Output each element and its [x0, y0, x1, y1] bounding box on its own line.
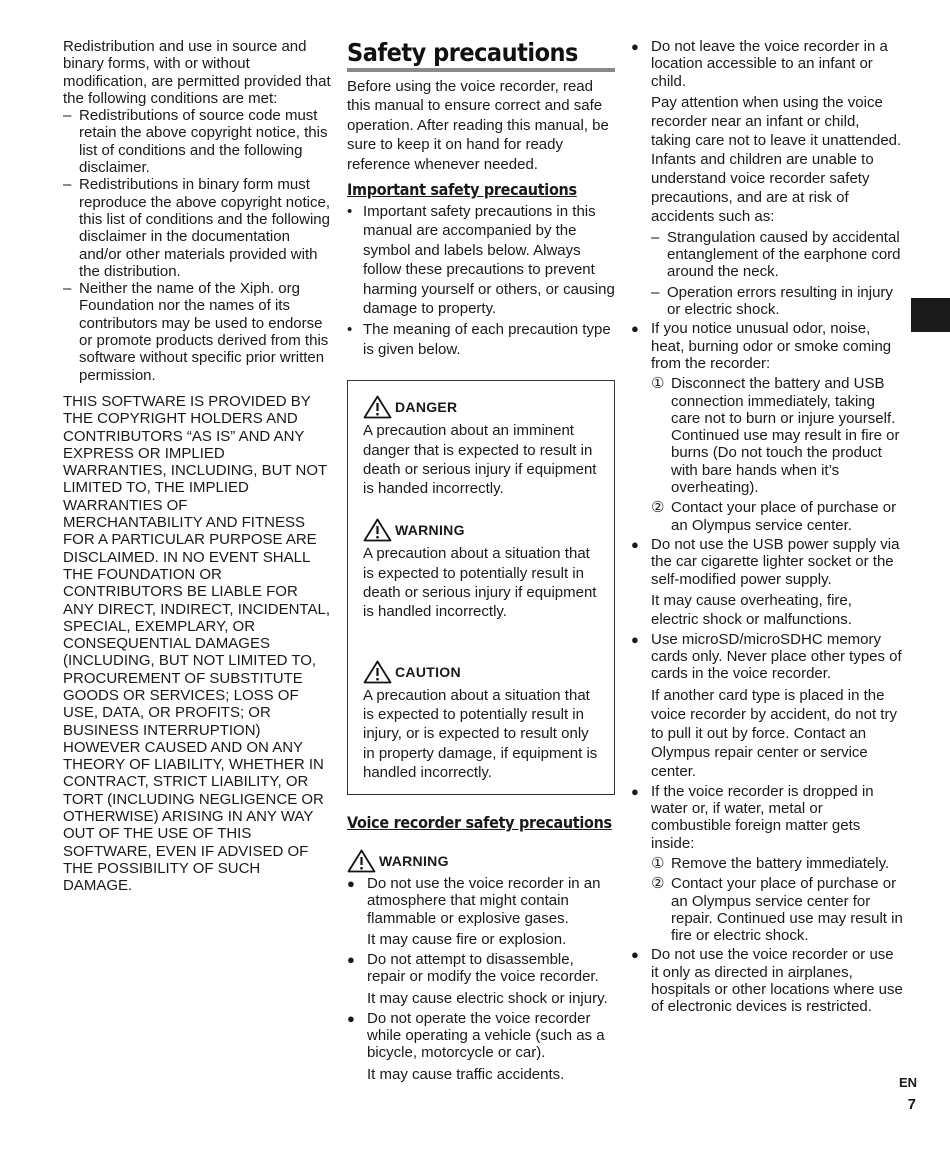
step-number: ① [651, 854, 665, 872]
precautions-list [631, 38, 903, 1016]
warning-triangle-icon [347, 849, 376, 873]
chapter-tab-marker [911, 298, 950, 332]
step-number: ② [651, 875, 665, 893]
important-item: • The meaning of each precaution type is given below. [347, 320, 615, 359]
warning-triangle-icon [363, 395, 392, 419]
warning-text: A precaution about a situation that is expected to potentially result in death or serious injury if equipment is handled incorrectly. [363, 545, 597, 621]
danger-text: A precaution about an imminent danger that is expected to result in death or serious injury if equipment is handed incorrectly. [363, 422, 597, 498]
list-item: ● Do not use the USB power supply via the car cigarette lighter socket or the self-modified power supply. It may cause overheating, fire, electric shock or malfunctions. [631, 536, 903, 629]
list-item: ● Do not leave the voice recorder in a location accessible to an infant or child. Pay attention when using the voice recorder near an infant or child, taking care not to leave it unattended. Infants and children are unable to understand voice recorder safety precautions, and are at risk of accidents such as: – Strangulation caused by accidental entanglement of the earphone cord around the neck. – Operation errors resulting in injury or electric shock. [631, 38, 903, 318]
warning-label: WARNING [395, 522, 465, 539]
caution-label: CAUTION [395, 663, 461, 680]
sub-item: – Operation errors resulting in injury or electric shock. [651, 284, 903, 319]
important-list [347, 202, 615, 359]
recorder-warning-list [347, 875, 615, 1083]
recorder-warning-heading [347, 849, 615, 873]
danger-label: DANGER [395, 399, 458, 416]
recorder-heading: Voice recorder safety precautions [347, 813, 612, 833]
list-item: ● Do not attempt to disassemble, repair or modify the voice recorder. It may cause electric shock or injury. [347, 951, 615, 1008]
page-title: Safety precautions [347, 38, 615, 72]
caution-entry [363, 660, 600, 782]
warning-entry [363, 518, 600, 621]
step-item: ② Contact your place of purchase or an Olympus service center for repair. Continued use may result in fire or electric shock. [651, 875, 903, 945]
important-item: • Important safety precautions in this manual are accompanied by the symbol and labels below. Always follow these precautions to prevent harming yourself or others, or causing damage to property. [347, 202, 615, 318]
license-condition: – Redistributions of source code must retain the above copyright notice, this list of conditions and the following disclaimer. [63, 107, 331, 176]
license-intro: Redistribution and use in source and binary forms, with or without modification, are permitted provided that the following conditions are met: [63, 38, 331, 107]
license-condition: – Redistributions in binary form must reproduce the above copyright notice, this list of conditions and the following disclaimer in the documentation and/or other materials provided with the distribution. [63, 176, 331, 280]
danger-entry [363, 395, 600, 498]
step-item: ② Contact your place of purchase or an Olympus service center. [651, 499, 897, 534]
step-item: ① Disconnect the battery and USB connection immediately, taking care not to burn or injure yourself. Continued use may result in fire or burns (Do not touch the product with bare hands when it’s overheating). [651, 375, 900, 497]
license-condition: – Neither the name of the Xiph. org Foundation nor the names of its contributors may be used to endorse or promote products derived from this software without specific prior written permission. [63, 280, 331, 384]
warning-triangle-icon [363, 518, 392, 542]
step-item: ① Remove the battery immediately. [651, 854, 890, 872]
list-item: ● Use microSD/microSDHC memory cards only. Never place other types of cards in the voice recorder. If another card type is placed in the voice recorder by accident, do not try to pull it out by force. Contact an Olympus repair center or service center. [631, 631, 903, 781]
step-number: ② [651, 499, 665, 517]
list-item: ● Do not use the voice recorder or use it only as directed in airplanes, hospitals or other locations where use of electronic devices is restricted. [631, 946, 903, 1015]
list-item: ● If you notice unusual odor, noise, heat, burning odor or smoke coming from the recorder: ① Disconnect the battery and USB connection immediately, taking care not to burn or injure yourself. Continued use may result in fire or burns (Do not touch the product with bare hands when it’s overheating). ② Contact your place of purchase or an Olympus service center. [631, 320, 903, 534]
step-number: ① [651, 375, 665, 393]
important-heading: Important safety precautions [347, 180, 577, 200]
caution-text: A precaution about a situation that is expected to potentially result in injury, or is expected to result only in property damage, if equipment is handled incorrectly. [363, 686, 598, 781]
license-disclaimer: THIS SOFTWARE IS PROVIDED BY THE COPYRIGHT HOLDERS AND CONTRIBUTORS “AS IS” AND ANY EXPRESS OR IMPLIED WARRANTIES, INCLUDING, BUT NOT LIMITED TO, THE IMPLIED WARRANTIES OF MERCHANTABILITY AND FITNESS FOR A PARTICULAR PURPOSE ARE DISCLAIMED. IN NO EVENT SHALL THE FOUNDATION OR CONTRIBUTORS BE LIABLE FOR ANY DIRECT, INDIRECT, INCIDENTAL, SPECIAL, EXEMPLARY, OR CONSEQUENTIAL DAMAGES (INCLUDING, BUT NOT LIMITED TO, PROCUREMENT OF SUBSTITUTE GOODS OR SERVICES; LOSS OF USE, DATA, OR PROFITS; OR BUSINESS INTERRUPTION) HOWEVER CAUSED AND ON ANY THEORY OF LIABILITY, WHETHER IN CONTRACT, STRICT LIABILITY, OR TORT (INCLUDING NEGLIGENCE OR OTHERWISE) ARISING IN ANY WAY OUT OF THE USE OF THIS SOFTWARE, EVEN IF ADVISED OF THE POSSIBILITY OF SUCH DAMAGE. [63, 392, 330, 895]
list-item: ● Do not use the voice recorder in an atmosphere that might contain flammable or explosive gases. It may cause fire or explosion. [347, 875, 615, 949]
recorder-warning-label: WARNING [379, 853, 449, 870]
page-number: 7 [907, 1096, 916, 1113]
safety-intro: Before using the voice recorder, read this manual to ensure correct and safe operation. After reading this manual, be sure to keep it on hand for ready reference whenever needed. [347, 78, 609, 173]
list-item: ● Do not operate the voice recorder while operating a vehicle (such as a bicycle, motorcycle or car). It may cause traffic accidents. [347, 1010, 615, 1084]
license-conditions [63, 107, 331, 384]
page-language: EN [898, 1075, 917, 1090]
list-item: ● If the voice recorder is dropped in water or, if water, metal or combustible foreign matter gets inside: ① Remove the battery immediately. ② Contact your place of purchase or an Olympus service center for repair. Continued use may result in fire or electric shock. [631, 783, 903, 945]
precaution-types-box [347, 380, 615, 795]
precautions-column [631, 38, 903, 1016]
warning-triangle-icon [363, 660, 392, 684]
sub-item: – Strangulation caused by accidental entanglement of the earphone cord around the neck. [651, 229, 903, 281]
license-column [63, 38, 331, 895]
safety-column [347, 38, 615, 1084]
